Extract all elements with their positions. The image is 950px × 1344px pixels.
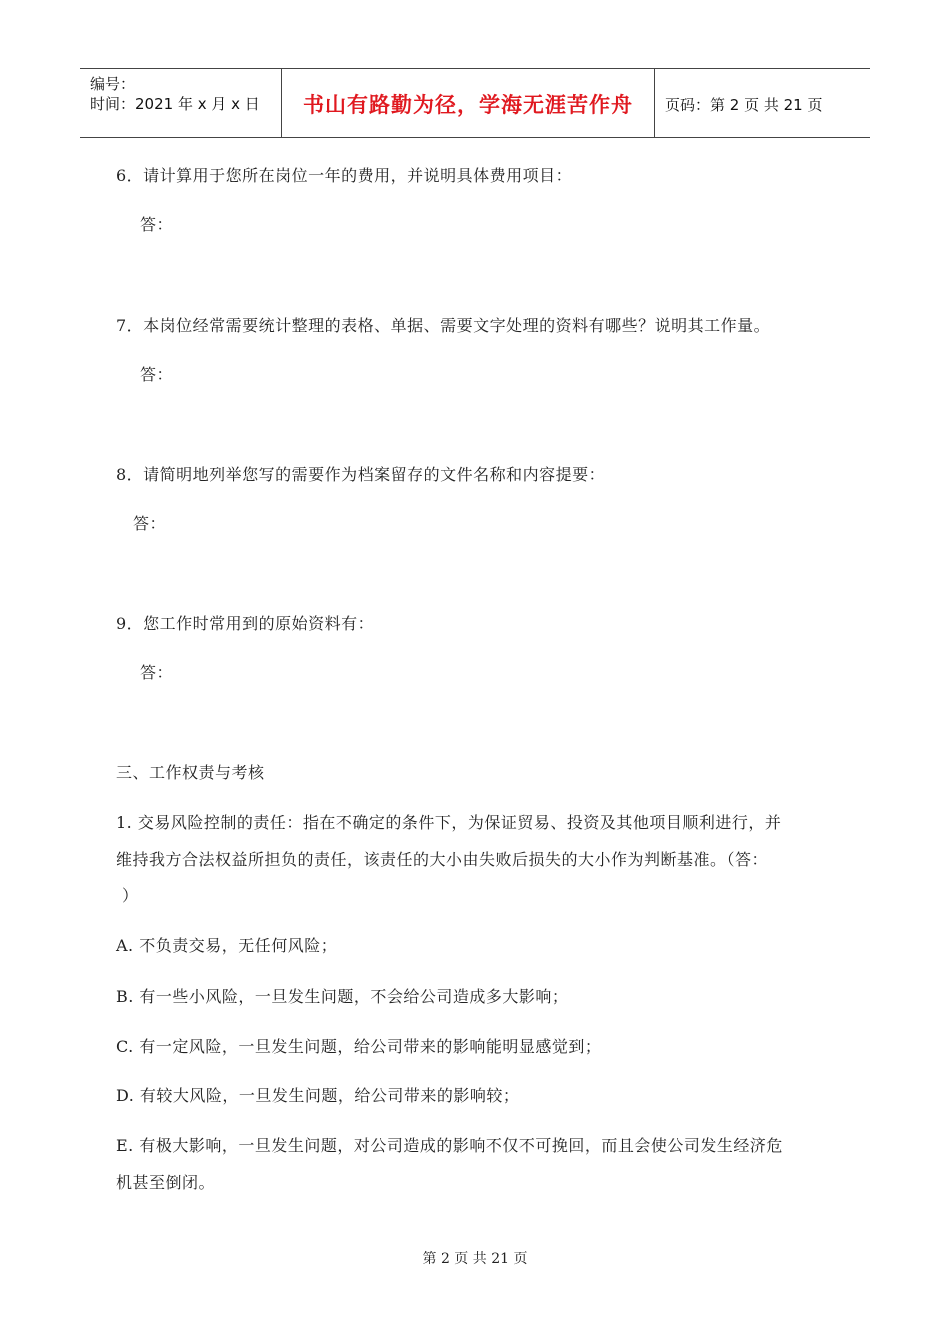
item1-line2: 维持我方合法权益所担负的责任，该责任的大小由失败后损失的大小作为判断基准。（答： xyxy=(116,850,769,869)
answer-7: 答： xyxy=(140,365,174,384)
time-label: 时间：2021 年 x 月 x 日 xyxy=(90,95,260,113)
option-d: D. 有较大风险，一旦发生问题，给公司带来的影响较； xyxy=(116,1086,520,1105)
header-motto-cell xyxy=(282,69,655,137)
page-label: 页码：第 2 页 共 21 页 xyxy=(665,96,823,114)
question-9: 9．您工作时常用到的原始资料有： xyxy=(116,614,375,633)
answer-6: 答： xyxy=(140,215,174,234)
answer-9: 答： xyxy=(140,663,174,682)
item1-line3: ） xyxy=(122,886,139,905)
header-left-cell xyxy=(80,69,282,137)
motto-text: 书山有路勤为径，学海无涯苦作舟 xyxy=(303,93,633,117)
page-header xyxy=(80,68,870,138)
option-c: C. 有一定风险，一旦发生问题，给公司带来的影响能明显感觉到； xyxy=(116,1037,602,1056)
section-title: 三、工作权责与考核 xyxy=(116,763,265,782)
question-7: 7．本岗位经常需要统计整理的表格、单据、需要文字处理的资料有哪些？说明其工作量。 xyxy=(116,316,771,335)
page-footer: 第 2 页 共 21 页 xyxy=(422,1251,528,1267)
question-8: 8．请简明地列举您写的需要作为档案留存的文件名称和内容提要： xyxy=(116,465,606,484)
answer-8: 答： xyxy=(133,514,167,533)
option-a: A. 不负责交易，无任何风险； xyxy=(116,936,338,955)
question-6: 6．请计算用于您所在岗位一年的费用，并说明具体费用项目： xyxy=(116,166,573,185)
option-b: B. 有一些小风险，一旦发生问题，不会给公司造成多大影响； xyxy=(116,987,569,1006)
header-right-cell xyxy=(655,69,870,137)
option-e-line1: E. 有极大影响，一旦发生问题，对公司造成的影响不仅不可挽回，而且会使公司发生经济危 xyxy=(116,1136,783,1155)
option-e-line2: 机甚至倒闭。 xyxy=(116,1173,216,1192)
item1-line1: 1. 交易风险控制的责任：指在不确定的条件下，为保证贸易、投资及其他项目顺利进行，并 xyxy=(116,813,782,832)
serial-label: 编号： xyxy=(90,75,136,93)
